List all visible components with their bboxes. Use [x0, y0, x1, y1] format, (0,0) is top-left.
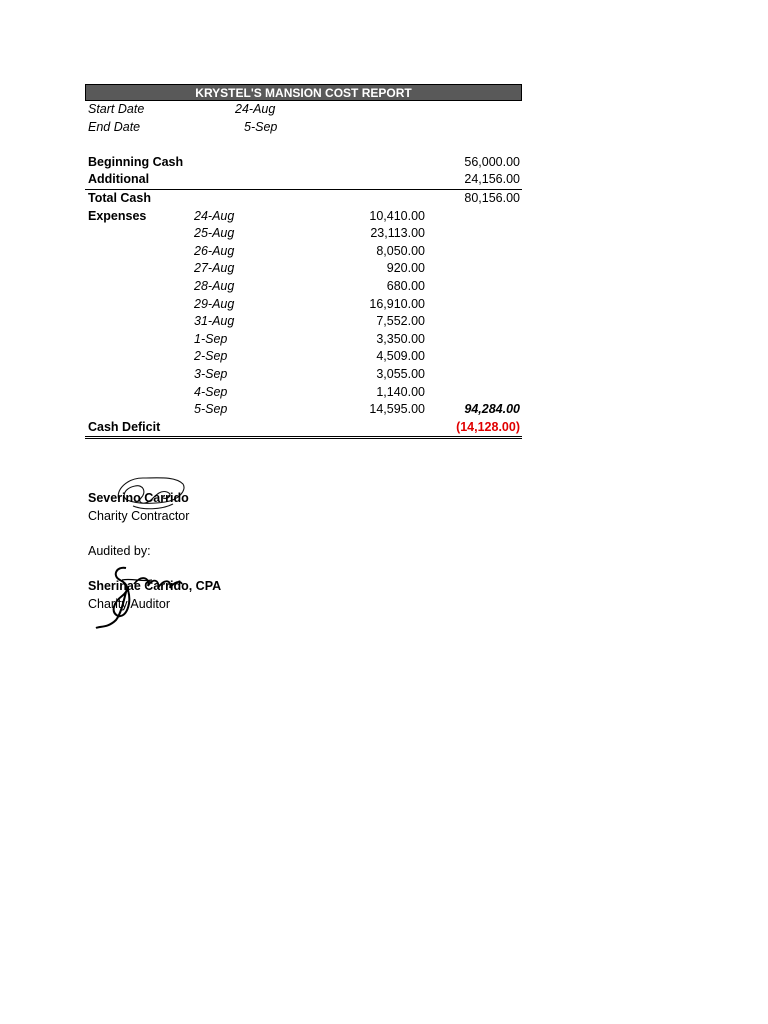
expense-amount: 680.00 — [386, 278, 425, 293]
expense-row — [85, 401, 522, 419]
expense-row — [85, 260, 522, 278]
expense-date: 29-Aug — [194, 296, 235, 311]
expense-row — [85, 296, 522, 314]
beginning-cash-label: Beginning Cash — [88, 154, 184, 169]
expense-date: 4-Sep — [194, 384, 228, 399]
cash-deficit-value: (14,128.00) — [456, 419, 520, 434]
expense-row — [85, 208, 522, 226]
auditor-title: Charity Auditor — [88, 596, 170, 611]
start-date-value: 24-Aug — [235, 102, 276, 116]
expense-row — [85, 225, 522, 243]
expense-date: 26-Aug — [194, 243, 235, 258]
cash-deficit-row — [85, 419, 522, 440]
expense-row — [85, 243, 522, 261]
expense-row — [85, 384, 522, 402]
expense-amount: 7,552.00 — [376, 314, 425, 329]
expense-amount: 23,113.00 — [370, 226, 425, 241]
expense-amount: 4,509.00 — [376, 349, 425, 364]
additional-row — [85, 171, 522, 190]
expense-row — [85, 313, 522, 331]
expenses-label: Expenses — [88, 208, 147, 223]
total-cash-row — [85, 190, 522, 208]
start-date-label: Start Date — [88, 102, 145, 116]
end-date-value: 5-Sep — [244, 119, 278, 134]
blank-row — [88, 560, 288, 578]
expense-amount: 920.00 — [386, 261, 425, 276]
expense-row — [85, 331, 522, 349]
expense-date: 2-Sep — [194, 349, 228, 364]
expense-date: 5-Sep — [194, 402, 228, 417]
contractor-name: Severino Carrido — [88, 491, 189, 505]
cash-deficit-label: Cash Deficit — [88, 419, 161, 434]
additional-label: Additional — [88, 172, 150, 187]
total-cash-label: Total Cash — [88, 190, 151, 205]
expense-list — [85, 208, 522, 419]
contractor-title: Charity Contractor — [88, 508, 190, 523]
expense-row — [85, 348, 522, 366]
blank-row — [88, 525, 288, 543]
expense-amount: 10,410.00 — [369, 208, 425, 223]
beginning-cash-value: 56,000.00 — [464, 154, 520, 169]
start-date-row — [85, 101, 522, 119]
auditor-name: Sherinae Carrido, CPA — [88, 578, 222, 593]
total-cash-value: 80,156.00 — [464, 190, 520, 205]
audited-by-label: Audited by: — [88, 543, 151, 558]
beginning-cash-row — [85, 154, 522, 172]
cost-report-sheet — [85, 84, 522, 439]
expense-amount: 8,050.00 — [376, 243, 425, 258]
expense-date: 3-Sep — [194, 366, 228, 381]
signature-block — [88, 490, 288, 613]
expense-date: 1-Sep — [194, 331, 228, 346]
end-date-label: End Date — [88, 119, 141, 134]
expense-date: 31-Aug — [194, 314, 235, 329]
expense-row — [85, 278, 522, 296]
expense-amount: 16,910.00 — [369, 296, 425, 311]
report-title: KRYSTEL'S MANSION COST REPORT — [85, 84, 522, 101]
expenses-total: 94,284.00 — [464, 402, 520, 417]
expense-amount: 3,350.00 — [376, 331, 425, 346]
additional-value: 24,156.00 — [464, 172, 520, 187]
blank-row — [85, 136, 522, 154]
expense-amount: 3,055.00 — [376, 366, 425, 381]
expense-amount: 14,595.00 — [369, 402, 425, 417]
expense-date: 24-Aug — [194, 208, 235, 223]
end-date-row — [85, 119, 522, 137]
expense-date: 25-Aug — [194, 226, 235, 241]
expense-row — [85, 366, 522, 384]
expense-amount: 1,140.00 — [376, 384, 425, 399]
expense-date: 28-Aug — [194, 278, 235, 293]
expense-date: 27-Aug — [194, 261, 235, 276]
